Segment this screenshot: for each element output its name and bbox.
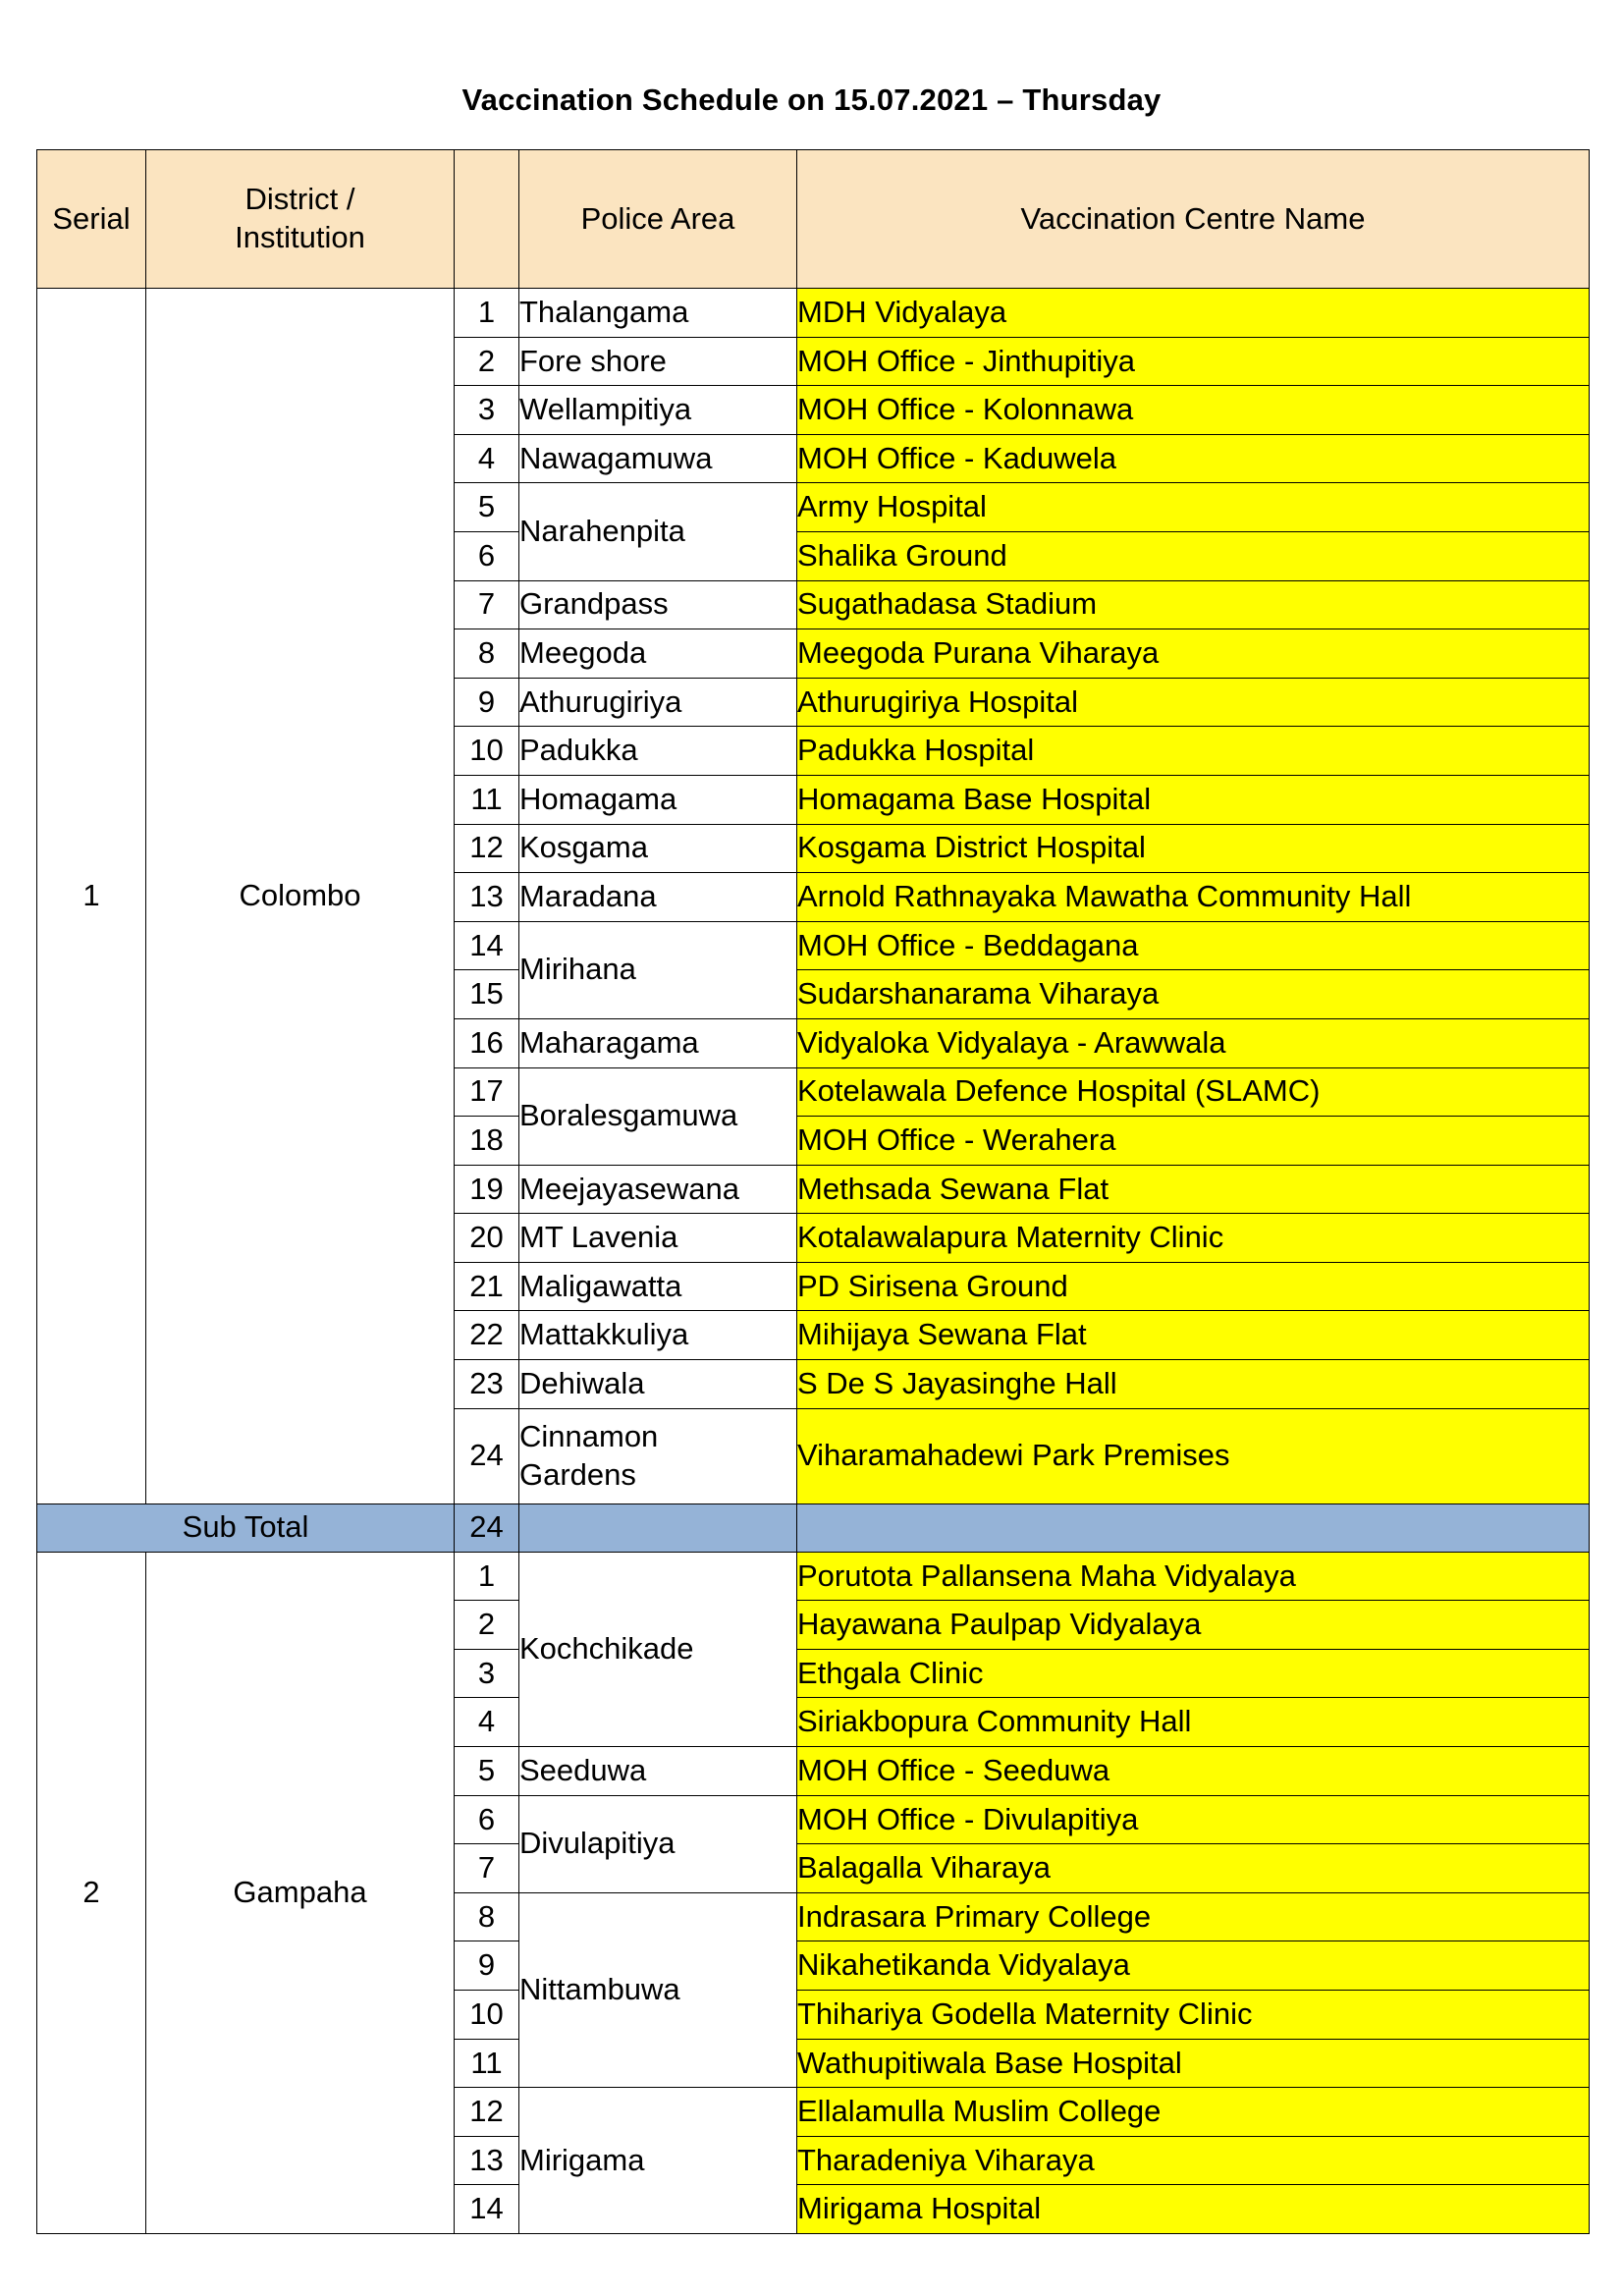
row-number-cell: 15 [455,970,519,1019]
vaccination-centre-cell: Viharamahadewi Park Premises [797,1408,1590,1503]
row-number-cell: 20 [455,1214,519,1263]
row-number-cell: 10 [455,727,519,776]
vaccination-centre-cell: Sugathadasa Stadium [797,580,1590,629]
table-row [37,289,1590,338]
police-area-cell: Maligawatta [519,1262,797,1311]
vaccination-centre-cell: PD Sirisena Ground [797,1262,1590,1311]
row-number-cell: 7 [455,580,519,629]
row-number-cell: 10 [455,1991,519,2040]
police-area-cell: Wellampitiya [519,386,797,435]
schedule-table [36,149,1590,2234]
subtotal-row [37,1503,1590,1552]
vaccination-centre-cell: S De S Jayasinghe Hall [797,1360,1590,1409]
vaccination-centre-cell: Mihijaya Sewana Flat [797,1311,1590,1360]
police-area-cell: Dehiwala [519,1360,797,1409]
police-area-cell: Maradana [519,873,797,922]
vaccination-centre-cell: Kosgama District Hospital [797,824,1590,873]
police-area-cell: Meegoda [519,629,797,679]
vaccination-centre-cell: Methsada Sewana Flat [797,1165,1590,1214]
vaccination-centre-cell: MOH Office - Kolonnawa [797,386,1590,435]
header-number [455,150,519,289]
header-district-line1: District / [244,182,355,217]
vaccination-centre-cell: Siriakbopura Community Hall [797,1698,1590,1747]
vaccination-centre-cell: MOH Office - Beddagana [797,921,1590,970]
vaccination-centre-cell: Thihariya Godella Maternity Clinic [797,1991,1590,2040]
vaccination-centre-cell: Arnold Rathnayaka Mawatha Community Hall [797,873,1590,922]
row-number-cell: 1 [455,1552,519,1601]
vaccination-centre-cell: Ellalamulla Muslim College [797,2088,1590,2137]
subtotal-empty-cell [519,1503,797,1552]
vaccination-centre-cell: Kotelawala Defence Hospital (SLAMC) [797,1067,1590,1117]
header-police-area: Police Area [519,150,797,289]
header-district-line2: Institution [235,220,365,254]
vaccination-centre-cell: Meegoda Purana Viharaya [797,629,1590,679]
table-row [37,1552,1590,1601]
district-cell: Gampaha [146,1552,455,2233]
header-district [146,150,455,289]
row-number-cell: 6 [455,531,519,580]
vaccination-centre-cell: Homagama Base Hospital [797,775,1590,824]
row-number-cell: 21 [455,1262,519,1311]
vaccination-centre-cell: Indrasara Primary College [797,1892,1590,1941]
vaccination-centre-cell: Ethgala Clinic [797,1649,1590,1698]
vaccination-centre-cell: Padukka Hospital [797,727,1590,776]
vaccination-centre-cell: Army Hospital [797,483,1590,532]
vaccination-centre-cell: MOH Office - Werahera [797,1117,1590,1166]
vaccination-centre-cell: Sudarshanarama Viharaya [797,970,1590,1019]
vaccination-centre-cell: MOH Office - Divulapitiya [797,1795,1590,1844]
row-number-cell: 4 [455,1698,519,1747]
police-area-cell: Kochchikade [519,1552,797,1746]
police-area-cell: Homagama [519,775,797,824]
header-centre: Vaccination Centre Name [797,150,1590,289]
police-area-cell: Boralesgamuwa [519,1067,797,1165]
row-number-cell: 9 [455,1941,519,1991]
row-number-cell: 13 [455,2136,519,2185]
row-number-cell: 3 [455,386,519,435]
police-area-cell: Nittambuwa [519,1892,797,2087]
police-area-cell: Grandpass [519,580,797,629]
row-number-cell: 12 [455,824,519,873]
vaccination-centre-cell: MOH Office - Seeduwa [797,1747,1590,1796]
police-area-cell: Mirihana [519,921,797,1018]
row-number-cell: 19 [455,1165,519,1214]
row-number-cell: 17 [455,1067,519,1117]
vaccination-centre-cell: Hayawana Paulpap Vidyalaya [797,1601,1590,1650]
vaccination-centre-cell: Porutota Pallansena Maha Vidyalaya [797,1552,1590,1601]
police-area-cell: Thalangama [519,289,797,338]
row-number-cell: 5 [455,1747,519,1796]
police-area-cell: Fore shore [519,337,797,386]
row-number-cell: 14 [455,921,519,970]
serial-cell: 1 [37,289,146,1504]
row-number-cell: 13 [455,873,519,922]
police-area-cell: MT Lavenia [519,1214,797,1263]
row-number-cell: 24 [455,1408,519,1503]
vaccination-centre-cell: MOH Office - Jinthupitiya [797,337,1590,386]
row-number-cell: 5 [455,483,519,532]
police-area-cell: Mattakkuliya [519,1311,797,1360]
row-number-cell: 8 [455,629,519,679]
police-area-cell: Kosgama [519,824,797,873]
vaccination-centre-cell: Vidyaloka Vidyalaya - Arawwala [797,1018,1590,1067]
police-area-cell: Maharagama [519,1018,797,1067]
row-number-cell: 22 [455,1311,519,1360]
row-number-cell: 3 [455,1649,519,1698]
row-number-cell: 23 [455,1360,519,1409]
police-area-cell: Padukka [519,727,797,776]
vaccination-centre-cell: Balagalla Viharaya [797,1844,1590,1893]
row-number-cell: 18 [455,1117,519,1166]
vaccination-centre-cell: Kotalawalapura Maternity Clinic [797,1214,1590,1263]
header-serial: Serial [37,150,146,289]
row-number-cell: 9 [455,678,519,727]
vaccination-centre-cell: Athurugiriya Hospital [797,678,1590,727]
police-area-cell: Divulapitiya [519,1795,797,1892]
subtotal-label: Sub Total [37,1503,455,1552]
row-number-cell: 16 [455,1018,519,1067]
vaccination-centre-cell: Wathupitiwala Base Hospital [797,2039,1590,2088]
vaccination-centre-cell: Shalika Ground [797,531,1590,580]
row-number-cell: 8 [455,1892,519,1941]
police-area-cell: Seeduwa [519,1747,797,1796]
vaccination-centre-cell: MOH Office - Kaduwela [797,434,1590,483]
row-number-cell: 7 [455,1844,519,1893]
vaccination-centre-cell: Nikahetikanda Vidyalaya [797,1941,1590,1991]
row-number-cell: 14 [455,2185,519,2234]
row-number-cell: 6 [455,1795,519,1844]
subtotal-empty-cell [797,1503,1590,1552]
row-number-cell: 11 [455,775,519,824]
subtotal-value: 24 [455,1503,519,1552]
row-number-cell: 2 [455,1601,519,1650]
vaccination-centre-cell: MDH Vidyalaya [797,289,1590,338]
row-number-cell: 12 [455,2088,519,2137]
police-area-cell: Nawagamuwa [519,434,797,483]
police-area-cell: Cinnamon Gardens [519,1408,797,1503]
row-number-cell: 4 [455,434,519,483]
police-area-cell: Mirigama [519,2088,797,2234]
police-area-cell: Narahenpita [519,483,797,580]
vaccination-centre-cell: Tharadeniya Viharaya [797,2136,1590,2185]
row-number-cell: 11 [455,2039,519,2088]
police-area-cell: Athurugiriya [519,678,797,727]
row-number-cell: 1 [455,289,519,338]
header-row [37,150,1590,289]
page-title: Vaccination Schedule on 15.07.2021 – Thursday [461,82,1162,117]
schedule-body [37,289,1590,2234]
police-area-cell: Meejayasewana [519,1165,797,1214]
serial-cell: 2 [37,1552,146,2233]
district-cell: Colombo [146,289,455,1504]
row-number-cell: 2 [455,337,519,386]
vaccination-centre-cell: Mirigama Hospital [797,2185,1590,2234]
